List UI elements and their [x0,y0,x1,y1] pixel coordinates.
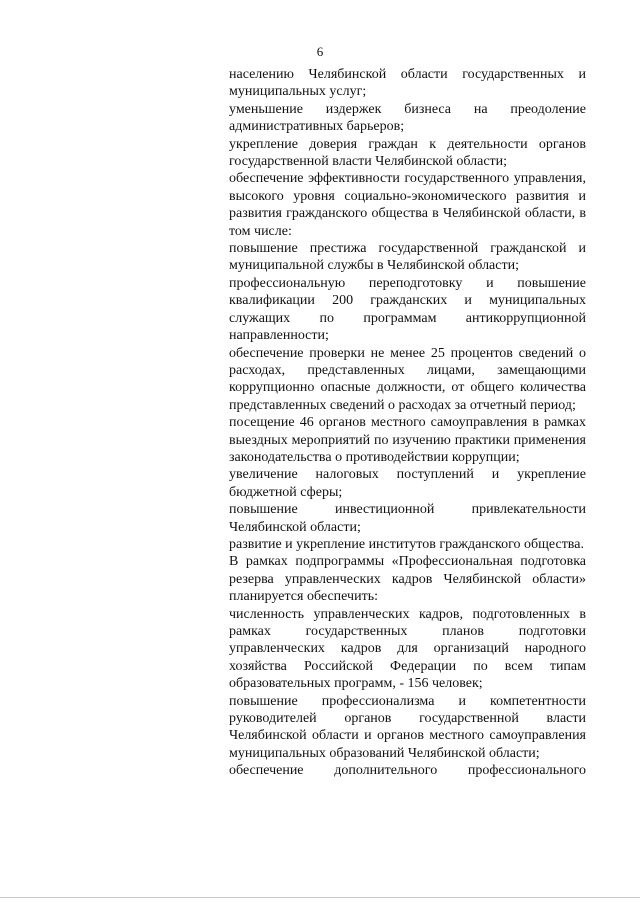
paragraph: профессиональную переподготовку и повышение квалификации 200 гражданских и муниципальных служащих по программам антикоррупционной направленности; [229,275,586,344]
paragraph: обеспечение дополнительного профессионального [229,763,586,779]
paragraph: повышение профессионализма и компетентности руководителей органов государственной власти Челябинской области и органов местного самоуправления муниципальных образований Челябинской области; [229,693,586,761]
page-number: 6 [316,44,324,59]
paragraph: повышение инвестиционной привлекательности Челябинской области; [229,502,586,535]
paragraph: увеличение налоговых поступлений и укрепление бюджетной сферы; [229,467,586,500]
page-bottom-rule [0,897,640,898]
paragraph: обеспечение проверки не менее 25 процентов сведений о расходах, представленных лицами, замещающими коррупционно опасные должности, от общего количества представленных сведений о расходах за отчетный период; [229,345,586,413]
paragraph: численность управленческих кадров, подготовленных в рамках государственных планов подготовки управленческих кадров для организаций народного хозяйства Российской Федерации по всем типам образовательных программ, - 156 человек; [229,606,586,692]
paragraph: повышение престижа государственной гражданской и муниципальной службы в Челябинской области; [229,241,586,274]
paragraph: населению Челябинской области государственных и муниципальных услуг; [229,67,586,100]
paragraph: уменьшение издержек бизнеса на преодоление административных барьеров; [229,101,586,135]
paragraph: обеспечение эффективности государственного управления, высокого уровня социально-экономического развития и развития гражданского общества в Челябинской области, в том числе: [229,171,586,239]
paragraph: В рамках подпрограммы «Профессиональная подготовка резерва управленческих кадров Челябинской области» планируется обеспечить: [229,554,586,605]
paragraph: укрепление доверия граждан к деятельности органов государственной власти Челябинской области; [229,136,586,170]
document-body [229,66,586,780]
paragraph: развитие и укрепление институтов гражданского общества. [229,536,584,552]
paragraph: посещение 46 органов местного самоуправления в рамках выездных мероприятий по изучению практики применения законодательства о противодействии коррупции; [229,415,586,465]
